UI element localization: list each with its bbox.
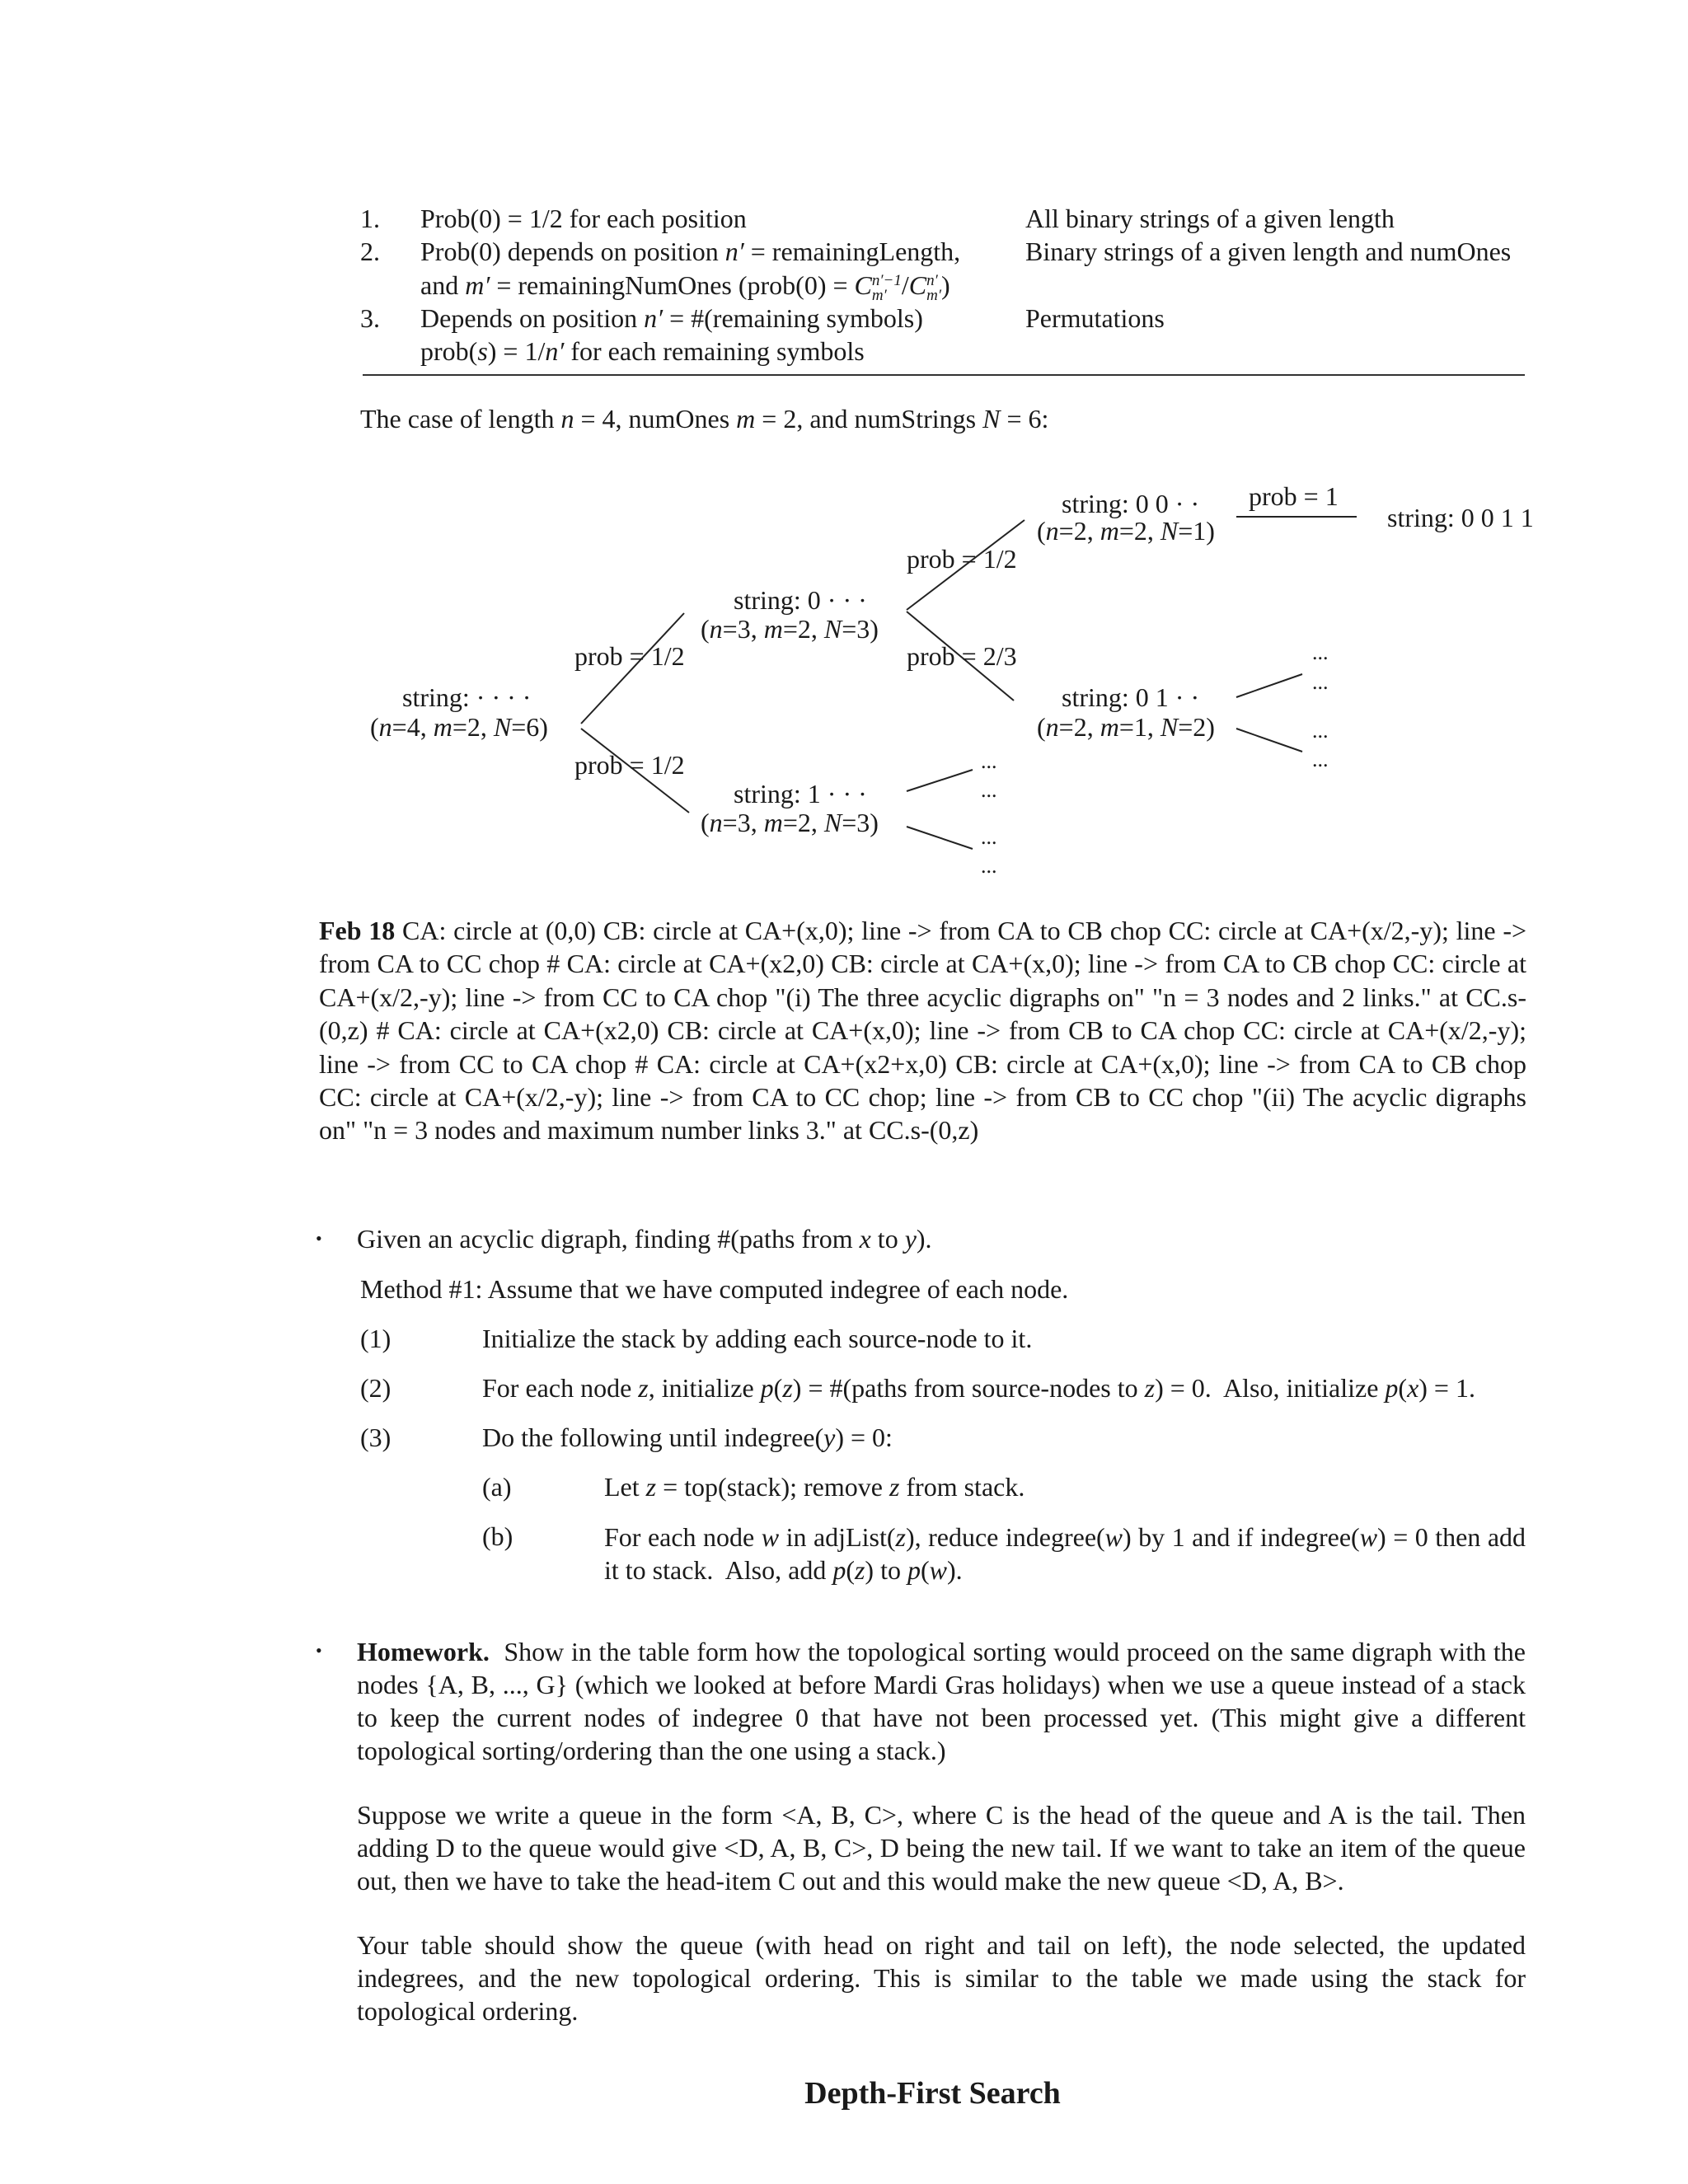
ellipsis: ... xyxy=(1312,748,1329,771)
node-0-string: string: 0 · · · xyxy=(734,585,867,615)
feb18-label: Feb 18 xyxy=(319,916,396,945)
node-00-string: string: 0 0 · · xyxy=(1062,489,1200,518)
step-1-label: (1) xyxy=(360,1324,392,1353)
edge-01-up xyxy=(1236,674,1302,697)
homework-text-1: Show in the table form how the topological sorting would proceed on the same digraph with the nodes {A, B, ..., G} (which we looked at before Mardi Gras holidays) when we use a queue instead of a stack to keep the current nodes of indegree 0 that have not been processed yet. (This might give a different topological sorting/ordering than the one using a stack.) xyxy=(357,1637,1526,1765)
homework-paragraph-1 xyxy=(357,1635,1526,1767)
feb18-paragraph xyxy=(319,914,1526,1147)
paths-intro: Given an acyclic digraph, finding #(paths from x to y). xyxy=(357,1224,932,1254)
row-1-method: Prob(0) = 1/2 for each position xyxy=(420,204,747,233)
prob-0-00: prob = 1/2 xyxy=(907,544,1017,574)
prob-root-1: prob = 1/2 xyxy=(574,750,685,780)
ellipsis: ... xyxy=(981,854,997,878)
root-params: (n=4, m=2, N=6) xyxy=(370,712,548,742)
homework-paragraph-3: Your table should show the queue (with head on right and tail on left), the node selected, the updated indegrees, and the new topological ordering. This is similar to the table we made using the stack for topological ordering. xyxy=(357,1930,1526,2026)
edge-1-down xyxy=(907,827,973,849)
prob-0-01: prob = 2/3 xyxy=(907,641,1017,671)
ellipsis: ... xyxy=(1312,670,1329,694)
row-3-number: 3. xyxy=(360,303,380,333)
step-3-label: (3) xyxy=(360,1422,392,1452)
probability-tree-lines xyxy=(0,0,1688,898)
ellipsis: ... xyxy=(981,825,997,849)
ellipsis: ... xyxy=(981,749,997,773)
step-2-text: For each node z, initialize p(z) = #(paths from source-nodes to z) = 0. Also, initialize p(x) = 1. xyxy=(482,1373,1475,1403)
ellipsis: ... xyxy=(981,778,997,802)
row-3-method: Depends on position n′ = #(remaining symbols) xyxy=(420,303,923,333)
bullet: • xyxy=(316,1640,322,1661)
row-2-number: 2. xyxy=(360,237,380,266)
homework-label: Homework. xyxy=(357,1637,490,1666)
node-01-string: string: 0 1 · · xyxy=(1062,682,1200,712)
method-1: Method #1: Assume that we have computed indegree of each node. xyxy=(360,1274,1069,1304)
row-3-method-cont: prob(s) = 1/n′ for each remaining symbols xyxy=(420,336,865,366)
row-2-domain: Binary strings of a given length and numOnes xyxy=(1025,237,1512,266)
node-0-params: (n=3, m=2, N=3) xyxy=(701,614,879,644)
edge-1-up xyxy=(907,770,973,791)
substep-b-label: (b) xyxy=(482,1521,513,1551)
step-1-text: Initialize the stack by adding each source-node to it. xyxy=(482,1324,1033,1353)
row-1-number: 1. xyxy=(360,204,380,233)
row-2-method-cont: and m′ = remainingNumOnes (prob(0) = Cn′−1 m′ /Cn′ m′) xyxy=(420,270,950,304)
bullet: • xyxy=(316,1228,322,1249)
homework-paragraph-2: Suppose we write a queue in the form <A, B, C>, where C is the head of the queue and A is the tail. Then adding D to the queue would give <D, A, B, C>, D being the new tail. If we want to take an item of the queue out, then we have to take the head-item C out and this would make the new queue <D, A, B>. xyxy=(357,1800,1526,1896)
ellipsis: ... xyxy=(1312,719,1329,743)
substep-a-text: Let z = top(stack); remove z from stack. xyxy=(604,1472,1025,1502)
case-heading: The case of length n = 4, numOnes m = 2, and numStrings N = 6: xyxy=(360,404,1049,434)
prob-00-leaf: prob = 1 xyxy=(1249,481,1339,511)
leaf-0011: string: 0 0 1 1 xyxy=(1387,503,1534,532)
node-00-params: (n=2, m=2, N=1) xyxy=(1037,516,1215,546)
ellipsis: ... xyxy=(1312,640,1329,664)
root-string: string: · · · · xyxy=(402,682,532,712)
prob-root-0: prob = 1/2 xyxy=(574,641,685,671)
node-1-params: (n=3, m=2, N=3) xyxy=(701,808,879,837)
step-3-text: Do the following until indegree(y) = 0: xyxy=(482,1422,893,1452)
row-1-domain: All binary strings of a given length xyxy=(1025,204,1395,233)
node-1-string: string: 1 · · · xyxy=(734,779,867,808)
feb18-text: CA: circle at (0,0) CB: circle at CA+(x,0); line -> from CA to CB chop CC: circle at CA+(x/2,-y); line -> from CA to CC chop # CA: circle at CA+(x2,0) CB: circle at CA+(x,0); line -> from CA to CB chop CC: circle at CA+(x/2,-y); line -> from CC to CA chop "(i) The three acyclic digraphs on" "n = 3 nodes and 2 links." at CC.s-(0,z) # CA: circle at CA+(x2,0) CB: circle at CA+(x,0); line -> from CB to CA chop CC: circle at CA+(x/2,-y); line -> from CC to CA chop # CA: circle at CA+(x2+x,0) CB: circle at CA+(x,0); line -> from CA to CB chop CC: circle at CA+(x/2,-y); line -> from CA to CC chop; line -> from CB to CC chop "(ii) The acyclic digraphs on" "n = 3 nodes and maximum number links 3." at CC.s-(0,z) xyxy=(319,916,1527,1146)
node-01-params: (n=2, m=1, N=2) xyxy=(1037,712,1215,742)
section-title: Depth-First Search xyxy=(804,2076,1061,2111)
step-2-label: (2) xyxy=(360,1373,392,1403)
row-2-method: Prob(0) depends on position n′ = remainingLength, xyxy=(420,237,961,266)
substep-b-text: For each node w in adjList(z), reduce indegree(w) by 1 and if indegree(w) = 0 then add it to stack. Also, add p(z) to p(w). xyxy=(604,1522,1526,1585)
edge-01-down xyxy=(1236,729,1302,752)
substep-a-label: (a) xyxy=(482,1472,512,1502)
row-3-domain: Permutations xyxy=(1025,303,1165,333)
